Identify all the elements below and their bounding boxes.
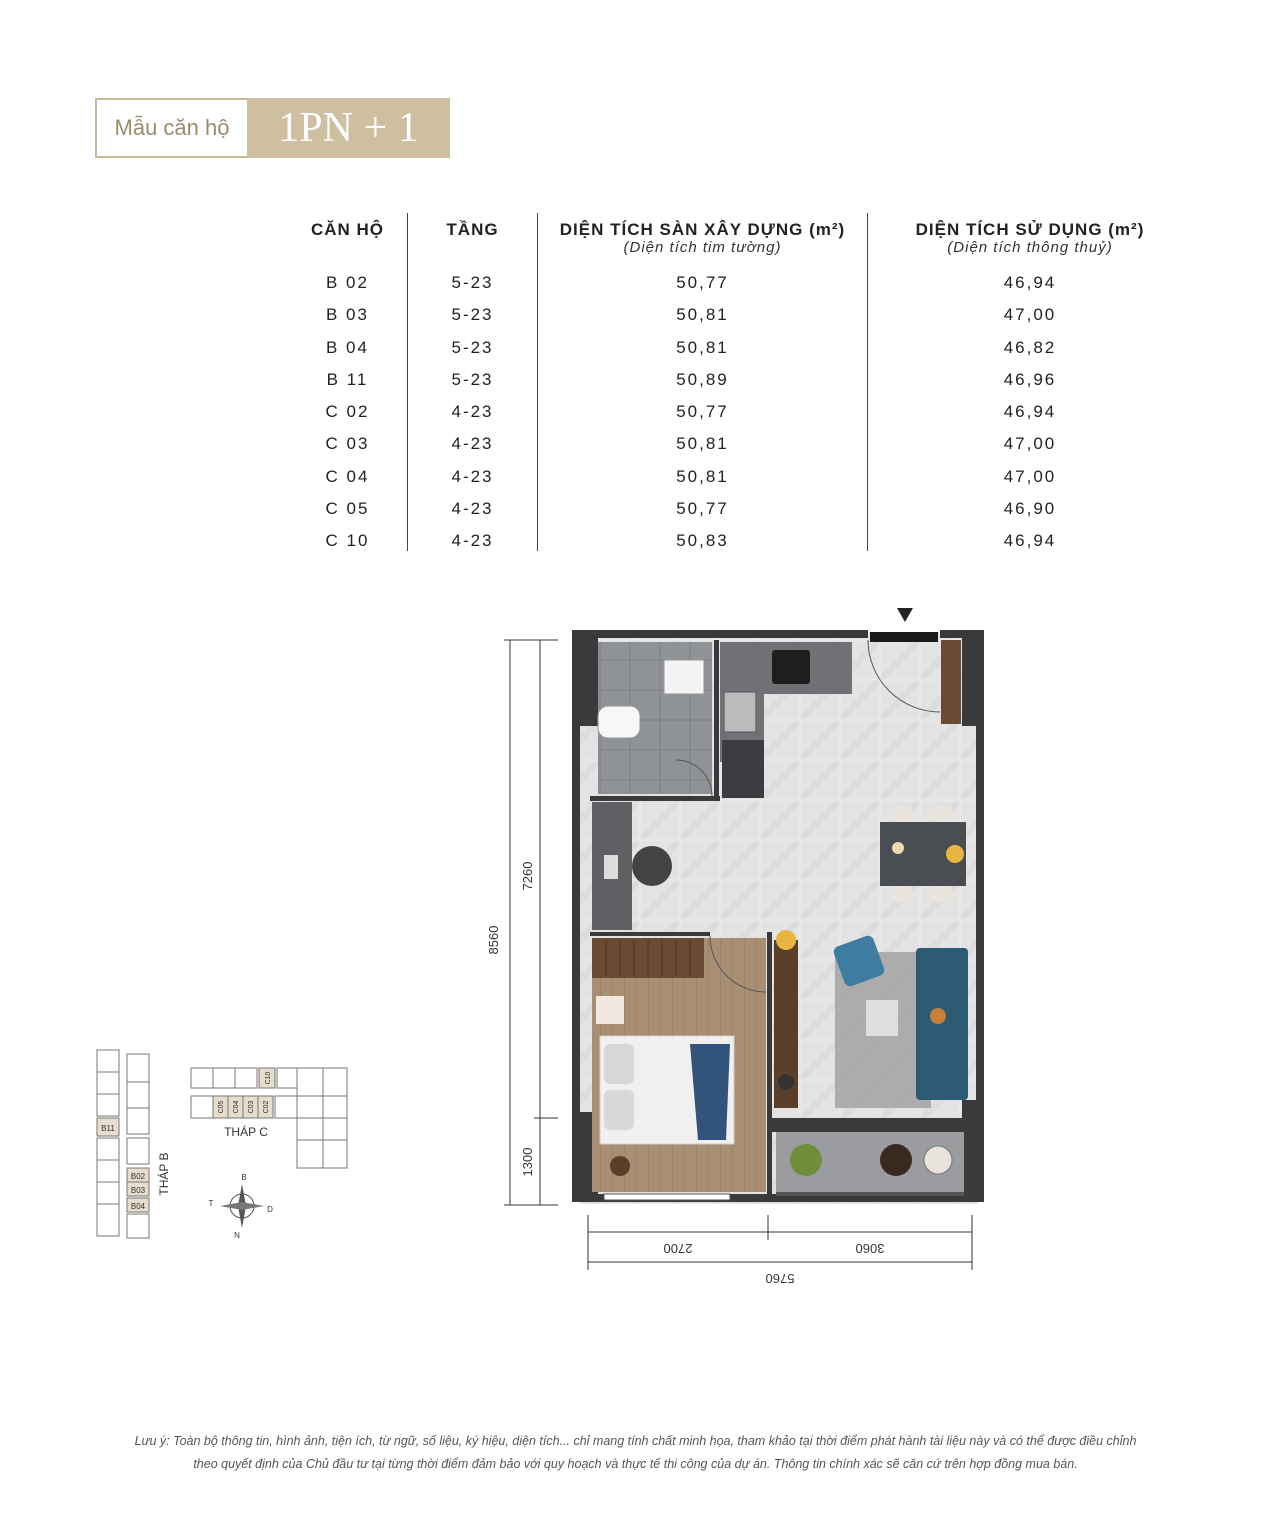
table-cell: B 03 xyxy=(326,305,369,325)
table-cell: C 04 xyxy=(325,466,370,486)
column-subheader: (Diện tích thông thuỷ) xyxy=(947,239,1113,256)
disclaimer-line: Lưu ý: Toàn bộ thông tin, hình ảnh, tiện ích, từ ngữ, số liệu, ký hiệu, diện tích... chỉ mang tính chất minh họa, tham khảo tại thời điểm phát hành tài liệu này và có thể được điều chỉnh xyxy=(134,1434,1137,1448)
table-cell: 5-23 xyxy=(451,273,494,292)
table-cell: 50,81 xyxy=(676,466,729,486)
apartment-type-label: Mẫu căn hộ xyxy=(95,98,249,158)
desk-chair-icon xyxy=(632,846,672,886)
disclaimer-line: theo quyết định của Chủ đầu tư tại từng thời điểm đảm bảo với quy hoạch và thực tế thi công của dự án. Thông tin chính xác sẽ căn cứ trên hợp đồng mua bán. xyxy=(193,1457,1078,1471)
table-cell: 50,77 xyxy=(676,402,729,422)
column-header: DIỆN TÍCH SÀN XÂY DỰNG (m²) xyxy=(559,220,846,239)
sink-icon xyxy=(664,660,704,694)
plant-icon xyxy=(790,1144,822,1176)
key-unit-label: C03 xyxy=(248,1100,255,1114)
column-subheader: (Diện tích tim tường) xyxy=(623,239,782,256)
dining-chair-icon xyxy=(892,806,912,822)
table-cell: 46,94 xyxy=(1003,402,1057,422)
table-cell: 50,81 xyxy=(676,305,729,325)
key-unit-label: B03 xyxy=(130,1186,146,1195)
disclaimer-note xyxy=(80,1430,1191,1476)
key-unit-label: C04 xyxy=(233,1100,240,1114)
table-cell: 47,00 xyxy=(1003,434,1057,454)
dimension-main-height: 7260 xyxy=(520,861,535,891)
table-cell: 4-23 xyxy=(451,466,494,486)
table-cell: 4-23 xyxy=(451,499,494,519)
toilet-icon xyxy=(598,706,640,738)
table-cell: 5-23 xyxy=(451,305,494,325)
key-unit-label: C02 xyxy=(263,1100,270,1114)
dining-chair-icon xyxy=(892,886,912,902)
tower-c-label: THÁP C xyxy=(224,1125,268,1139)
stove-icon xyxy=(772,650,810,684)
column-header: CĂN HỘ xyxy=(310,220,385,239)
table-cell: 46,82 xyxy=(1003,337,1057,357)
compass-north: B xyxy=(241,1173,247,1182)
table-cell: 46,94 xyxy=(1003,531,1057,551)
table-cell: C 10 xyxy=(325,531,370,551)
key-unit-label: B02 xyxy=(130,1172,146,1181)
coffee-table xyxy=(866,1000,898,1036)
entrance-arrow-icon xyxy=(897,608,913,622)
tower-b-label: THÁP B xyxy=(157,1152,171,1196)
table-cell: 50,77 xyxy=(676,273,729,292)
dimension-balcony-height: 1300 xyxy=(520,1147,535,1177)
table-cell: 5-23 xyxy=(451,369,494,389)
key-unit-label: C05 xyxy=(218,1100,225,1114)
table-cell: 4-23 xyxy=(451,531,494,551)
table-cell: C 05 xyxy=(325,499,370,519)
table-cell: 4-23 xyxy=(451,402,494,422)
key-unit-label: C10 xyxy=(265,1071,272,1085)
table-cell: 50,77 xyxy=(676,499,729,519)
compass-west: T xyxy=(208,1199,214,1208)
table-cell: 47,00 xyxy=(1003,305,1057,325)
table-cell: 5-23 xyxy=(451,337,494,357)
dining-chair-icon xyxy=(932,886,952,902)
table-cell: 46,90 xyxy=(1003,499,1057,519)
table-cell: C 03 xyxy=(325,434,370,454)
table-cell: C 02 xyxy=(325,402,370,422)
table-cell: 47,00 xyxy=(1003,466,1057,486)
fridge-icon xyxy=(722,740,764,798)
dimension-total-width: 5760 xyxy=(765,1271,795,1286)
flowers-icon xyxy=(946,845,964,863)
key-unit-label: B11 xyxy=(101,1124,115,1133)
apartment-type-value: 1PN + 1 xyxy=(247,98,450,158)
pillow-icon xyxy=(604,1090,634,1130)
table-cell: 50,81 xyxy=(676,434,729,454)
nightstand-icon xyxy=(596,996,624,1024)
table-cell: B 04 xyxy=(326,337,369,357)
sofa xyxy=(916,948,968,1100)
balcony-table-icon xyxy=(880,1144,912,1176)
table-cell: B 11 xyxy=(326,369,369,389)
table-cell: 4-23 xyxy=(451,434,494,454)
compass-east: D xyxy=(267,1205,273,1214)
table-cell: B 02 xyxy=(326,273,369,292)
table-cell: 46,94 xyxy=(1003,273,1057,292)
compass-icon xyxy=(220,1184,264,1228)
balcony-chair-icon xyxy=(924,1146,952,1174)
laptop-icon xyxy=(604,855,618,879)
dimension-total-height: 8560 xyxy=(486,925,501,955)
dimension-vertical xyxy=(504,640,558,1205)
column-header: TẦNG xyxy=(446,220,499,239)
dimension-left-width: 2700 xyxy=(663,1241,693,1256)
dimension-horizontal xyxy=(588,1215,972,1270)
compass-south: N xyxy=(234,1231,240,1240)
table-cell: 46,96 xyxy=(1003,369,1057,389)
column-header: DIỆN TÍCH SỬ DỤNG (m²) xyxy=(915,220,1145,239)
dining-chair-icon xyxy=(932,806,952,822)
kitchen-sink-icon xyxy=(724,692,756,732)
wardrobe-entry xyxy=(941,640,961,724)
table-cell: 50,81 xyxy=(676,337,729,357)
pillow-icon xyxy=(604,1044,634,1084)
table-cell: 50,89 xyxy=(676,369,729,389)
key-unit-label: B04 xyxy=(130,1202,146,1211)
dimension-right-width: 3060 xyxy=(855,1241,885,1256)
table-cell: 50,83 xyxy=(676,531,729,551)
